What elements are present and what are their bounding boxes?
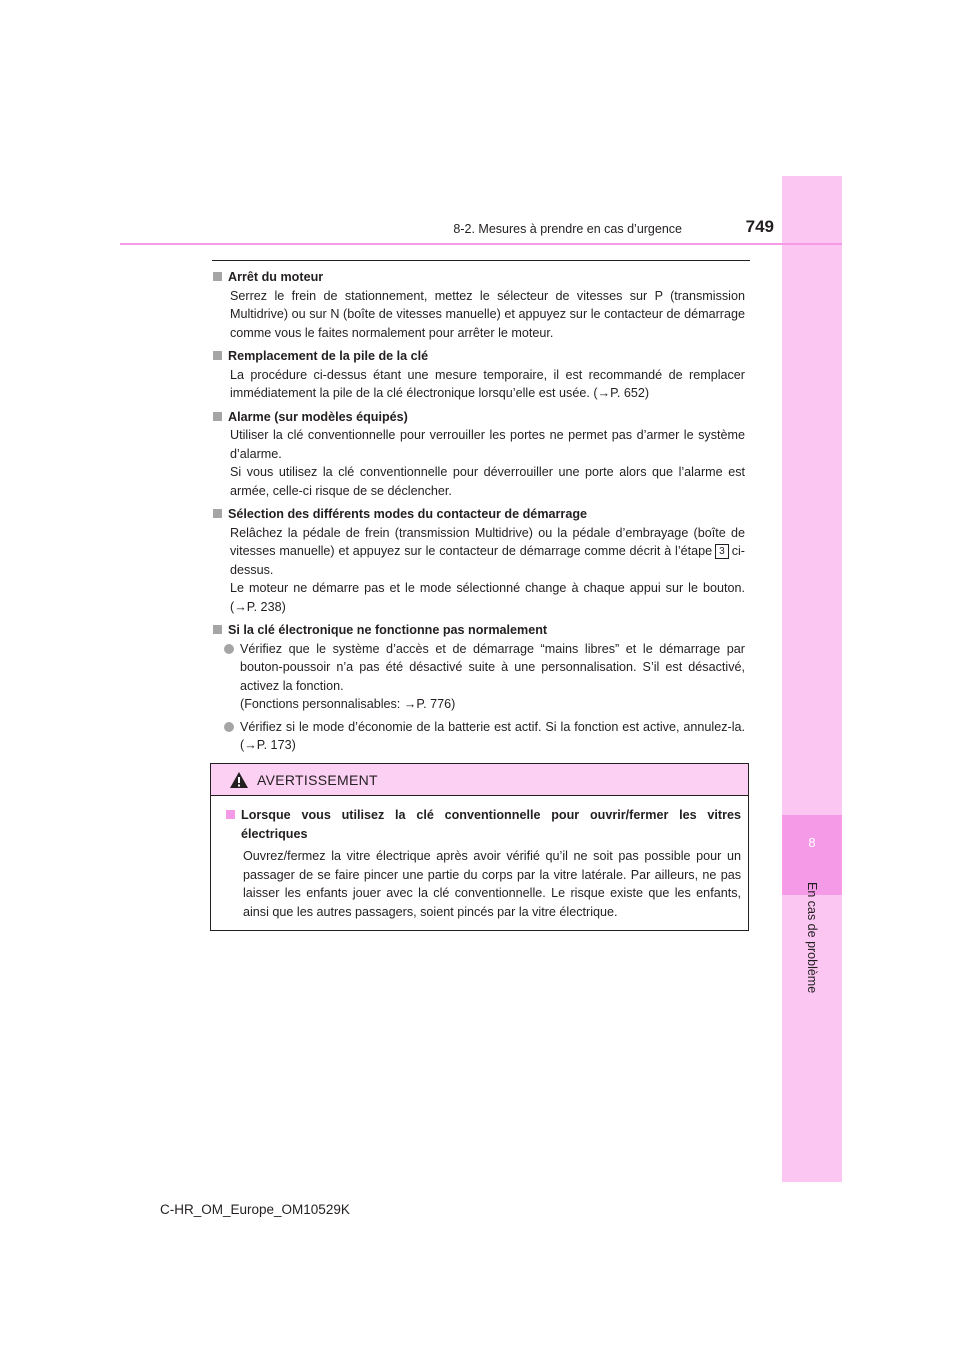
- warning-item-title: Lorsque vous utilisez la clé conventionnelle pour ouvrir/fermer les vitres électriques: [241, 808, 741, 841]
- body-text-part: ci-dessus.: [230, 544, 745, 577]
- square-bullet-icon: [213, 272, 222, 281]
- section-title: Alarme (sur modèles équipés): [228, 409, 408, 424]
- section-body: [212, 524, 745, 580]
- warning-triangle-icon: [229, 771, 249, 789]
- circle-bullet-icon: [224, 722, 234, 732]
- step-reference-box: 3: [715, 544, 729, 559]
- warning-title: AVERTISSEMENT: [257, 771, 378, 788]
- warning-box: [210, 763, 749, 931]
- list-item-text: Vérifiez si le mode d’économie de la batterie est actif. Si la fonction est active, annulez-la. (→P. 173): [240, 719, 745, 752]
- section-body: Si vous utilisez la clé conventionnelle pour déverrouiller une porte alors que l’alarme est armée, celle-ci risque de se déclencher.: [230, 465, 745, 498]
- section-heading: 8-2. Mesures à prendre en cas d’urgence: [453, 222, 682, 236]
- section-key-malfunction: [212, 621, 745, 755]
- warning-item-body: Ouvrez/fermez la vitre électrique après avoir vérifié qu’il ne soit pas possible pour un passager de se faire pincer une partie du corps par la vitre latérale. Par ailleurs, ne pas laisser les enfants jouer avec la clé conventionnelle. Le risque existe que les enfants, ainsi que les autres passagers, soient pincés par la vitre électrique.: [243, 849, 741, 919]
- square-bullet-icon: [213, 509, 222, 518]
- section-title: Arrêt du moteur: [228, 270, 324, 284]
- section-body: Serrez le frein de stationnement, mettez le sélecteur de vitesses sur P (transmission Multidrive) ou sur N (boîte de vitesses manuelle) et appuyez sur le contacteur de démarrage comme vous le faites normalement pour arrêter le moteur.: [230, 288, 745, 340]
- square-bullet-icon: [226, 810, 235, 819]
- page-number: 749: [745, 217, 774, 236]
- content-divider: [212, 260, 750, 261]
- circle-bullet-icon: [224, 644, 234, 654]
- warning-header: [211, 764, 748, 796]
- list-item: [212, 718, 745, 755]
- section-alarm: [212, 408, 745, 501]
- section-title: Si la clé électronique ne fonctionne pas normalement: [228, 623, 548, 637]
- section-body: Le moteur ne démarre pas et le mode sélectionné change à chaque appui sur le bouton. (→P. 238): [230, 581, 745, 614]
- list-item: [212, 640, 745, 714]
- section-engine-stop: [212, 268, 745, 342]
- section-battery-replacement: [212, 347, 745, 403]
- section-start-modes: [212, 505, 745, 616]
- square-bullet-icon: [213, 625, 222, 634]
- section-body: La procédure ci-dessus étant une mesure temporaire, il est recommandé de remplacer immédiatement la pile de la clé électronique lorsqu’elle est usée. (→P. 652): [230, 367, 745, 400]
- square-bullet-icon: [213, 351, 222, 360]
- page-reference: (Fonctions personnalisables: →P. 776): [240, 697, 456, 711]
- square-bullet-icon: [213, 412, 222, 421]
- warning-body: [211, 796, 748, 921]
- section-body: Utiliser la clé conventionnelle pour verrouiller les portes ne permet pas d’armer le système d’alarme.: [230, 428, 745, 461]
- section-title: Sélection des différents modes du contacteur de démarrage: [228, 507, 588, 521]
- chapter-side-tab: [782, 176, 842, 1182]
- main-content: [212, 268, 745, 760]
- document-code: C-HR_OM_Europe_OM10529K: [160, 1202, 350, 1217]
- section-title: Remplacement de la pile de la clé: [228, 349, 429, 363]
- body-text-part: Relâchez la pédale de frein (transmission Multidrive) ou la pédale d’embrayage (boîte de vitesses manuelle) et appuyez sur le contacteur de démarrage comme décrit à l’étape: [230, 525, 745, 558]
- chapter-number: 8: [808, 835, 816, 850]
- header-divider: [120, 243, 842, 245]
- list-item-text: Vérifiez que le système d’accès et de démarrage “mains libres” et le démarrage par bouton-poussoir n’a pas été désactivé suite à une personnalisation. S’il est désactivé, activez la fonction.: [240, 641, 745, 693]
- chapter-label: En cas de problème: [805, 882, 819, 994]
